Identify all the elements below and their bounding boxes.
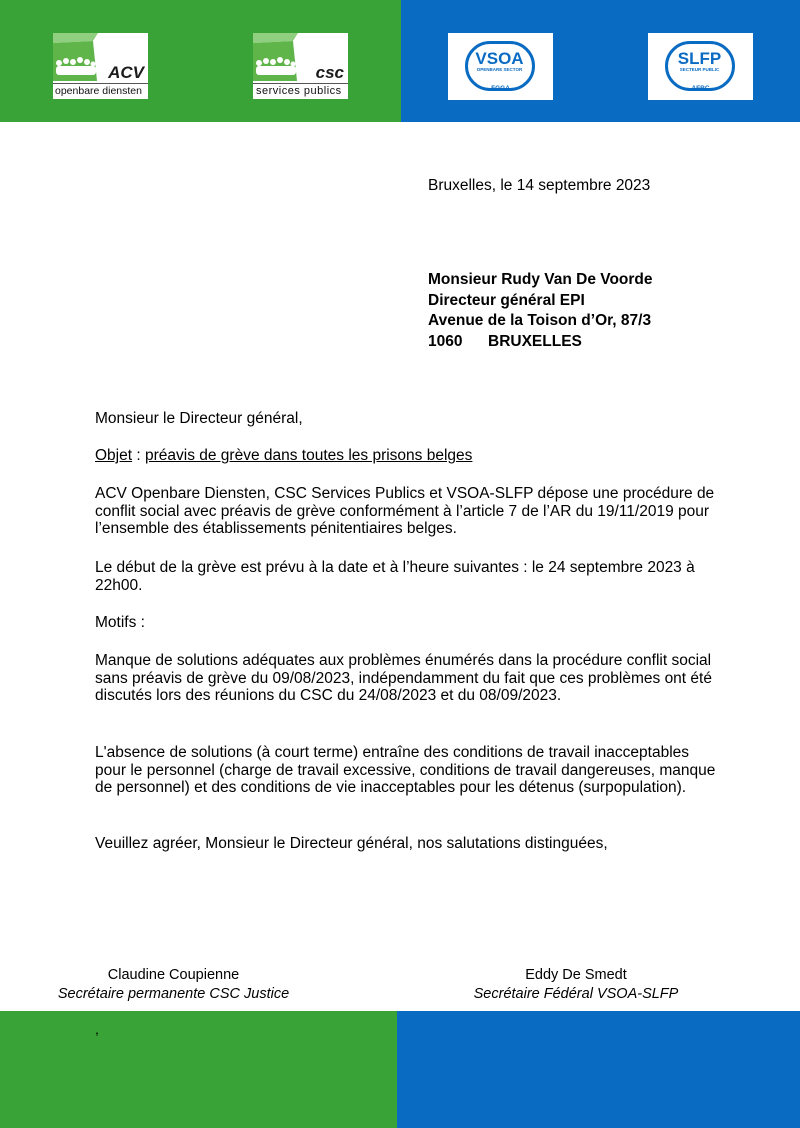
recipient-name: Monsieur Rudy Van De Voorde [428, 271, 653, 288]
footer-banner [0, 1011, 800, 1128]
vsoa-badge [465, 41, 535, 91]
subject-line [95, 447, 720, 465]
acv-subtitle: openbare diensten [55, 85, 142, 97]
acv-wordmark: ACV [108, 63, 144, 82]
footer-mark: , [95, 1021, 99, 1037]
recipient-city-line [428, 332, 653, 353]
signature-block-right [462, 966, 690, 1004]
closing-formula: Veuillez agréer, Monsieur le Directeur général, nos salutations distinguées, [95, 835, 608, 852]
csc-subtitle: services publics [256, 85, 342, 97]
acv-logo [53, 33, 148, 99]
vsoa-sector: OPENBARE SECTOR [476, 67, 523, 72]
paragraph-motif-1: Manque de solutions adéquates aux problèmes énumérés dans la procédure conflit social sans préavis de grève du 09/08/2023, indépendamment du fait que ces problèmes ont été discutés lors des réunions du CSC du 24/08/2023 et du 08/09/2023. [95, 652, 712, 704]
salutation: Monsieur le Directeur général, [95, 410, 303, 427]
subject-separator: : [132, 447, 145, 464]
subject-text: préavis de grève dans toutes les prisons belges [144, 447, 473, 464]
signatory-role: Secrétaire permanente CSC Justice [57, 986, 290, 1002]
csc-divider [253, 83, 348, 84]
footer-blue-band [397, 1011, 800, 1128]
signature-block-left [55, 966, 292, 1004]
paragraph-motif-2: L'absence de solutions (à court terme) entraîne des conditions de travail inacceptables pour le personnel (charge de travail excessive, conditions de travail dangereuses, manque de personnel) et des conditions de vie inacceptables pour les détenus (surpopulation). [95, 744, 716, 796]
slfp-under: AFRC [691, 85, 710, 92]
letterhead-banner [0, 0, 800, 122]
slfp-sector: SECTEUR PUBLIC [679, 67, 720, 72]
acv-divider [53, 83, 148, 84]
slfp-badge [665, 41, 735, 91]
recipient-postcode: 1060 [428, 332, 463, 350]
paragraph-notice: ACV Openbare Diensten, CSC Services Publics et VSOA-SLFP dépose une procédure de conflit social avec préavis de grève conformément à l’article 7 de l’AR du 19/11/2019 pour l’ensemble des établissements pénitentiaires belges. [95, 485, 715, 537]
slfp-name: SLFP [677, 49, 722, 68]
recipient-street: Avenue de la Toison d’Or, 87/3 [428, 312, 652, 329]
signatory-name: Claudine Coupienne [107, 967, 240, 983]
csc-wordmark: csc [315, 63, 344, 82]
vsoa-name: VSOA [475, 49, 524, 68]
recipient-address [428, 270, 653, 352]
slfp-logo [648, 33, 753, 100]
footer-green-band [0, 1011, 397, 1128]
recipient-city: BRUXELLES [488, 332, 582, 350]
signatory-role: Secrétaire Fédéral VSOA-SLFP [473, 986, 679, 1002]
vsoa-logo [448, 33, 553, 100]
subject-label: Objet [95, 447, 133, 464]
signatory-name: Eddy De Smedt [525, 967, 627, 983]
csc-logo [253, 33, 348, 99]
paragraph-start-date: Le début de la grève est prévu à la date et à l’heure suivantes : le 24 septembre 2023 à 22h00. [95, 559, 695, 594]
recipient-title: Directeur général EPI [428, 291, 585, 309]
motifs-heading: Motifs : [95, 614, 145, 631]
letter-date: Bruxelles, le 14 septembre 2023 [428, 177, 651, 194]
vsoa-under: FGGA [491, 85, 510, 92]
